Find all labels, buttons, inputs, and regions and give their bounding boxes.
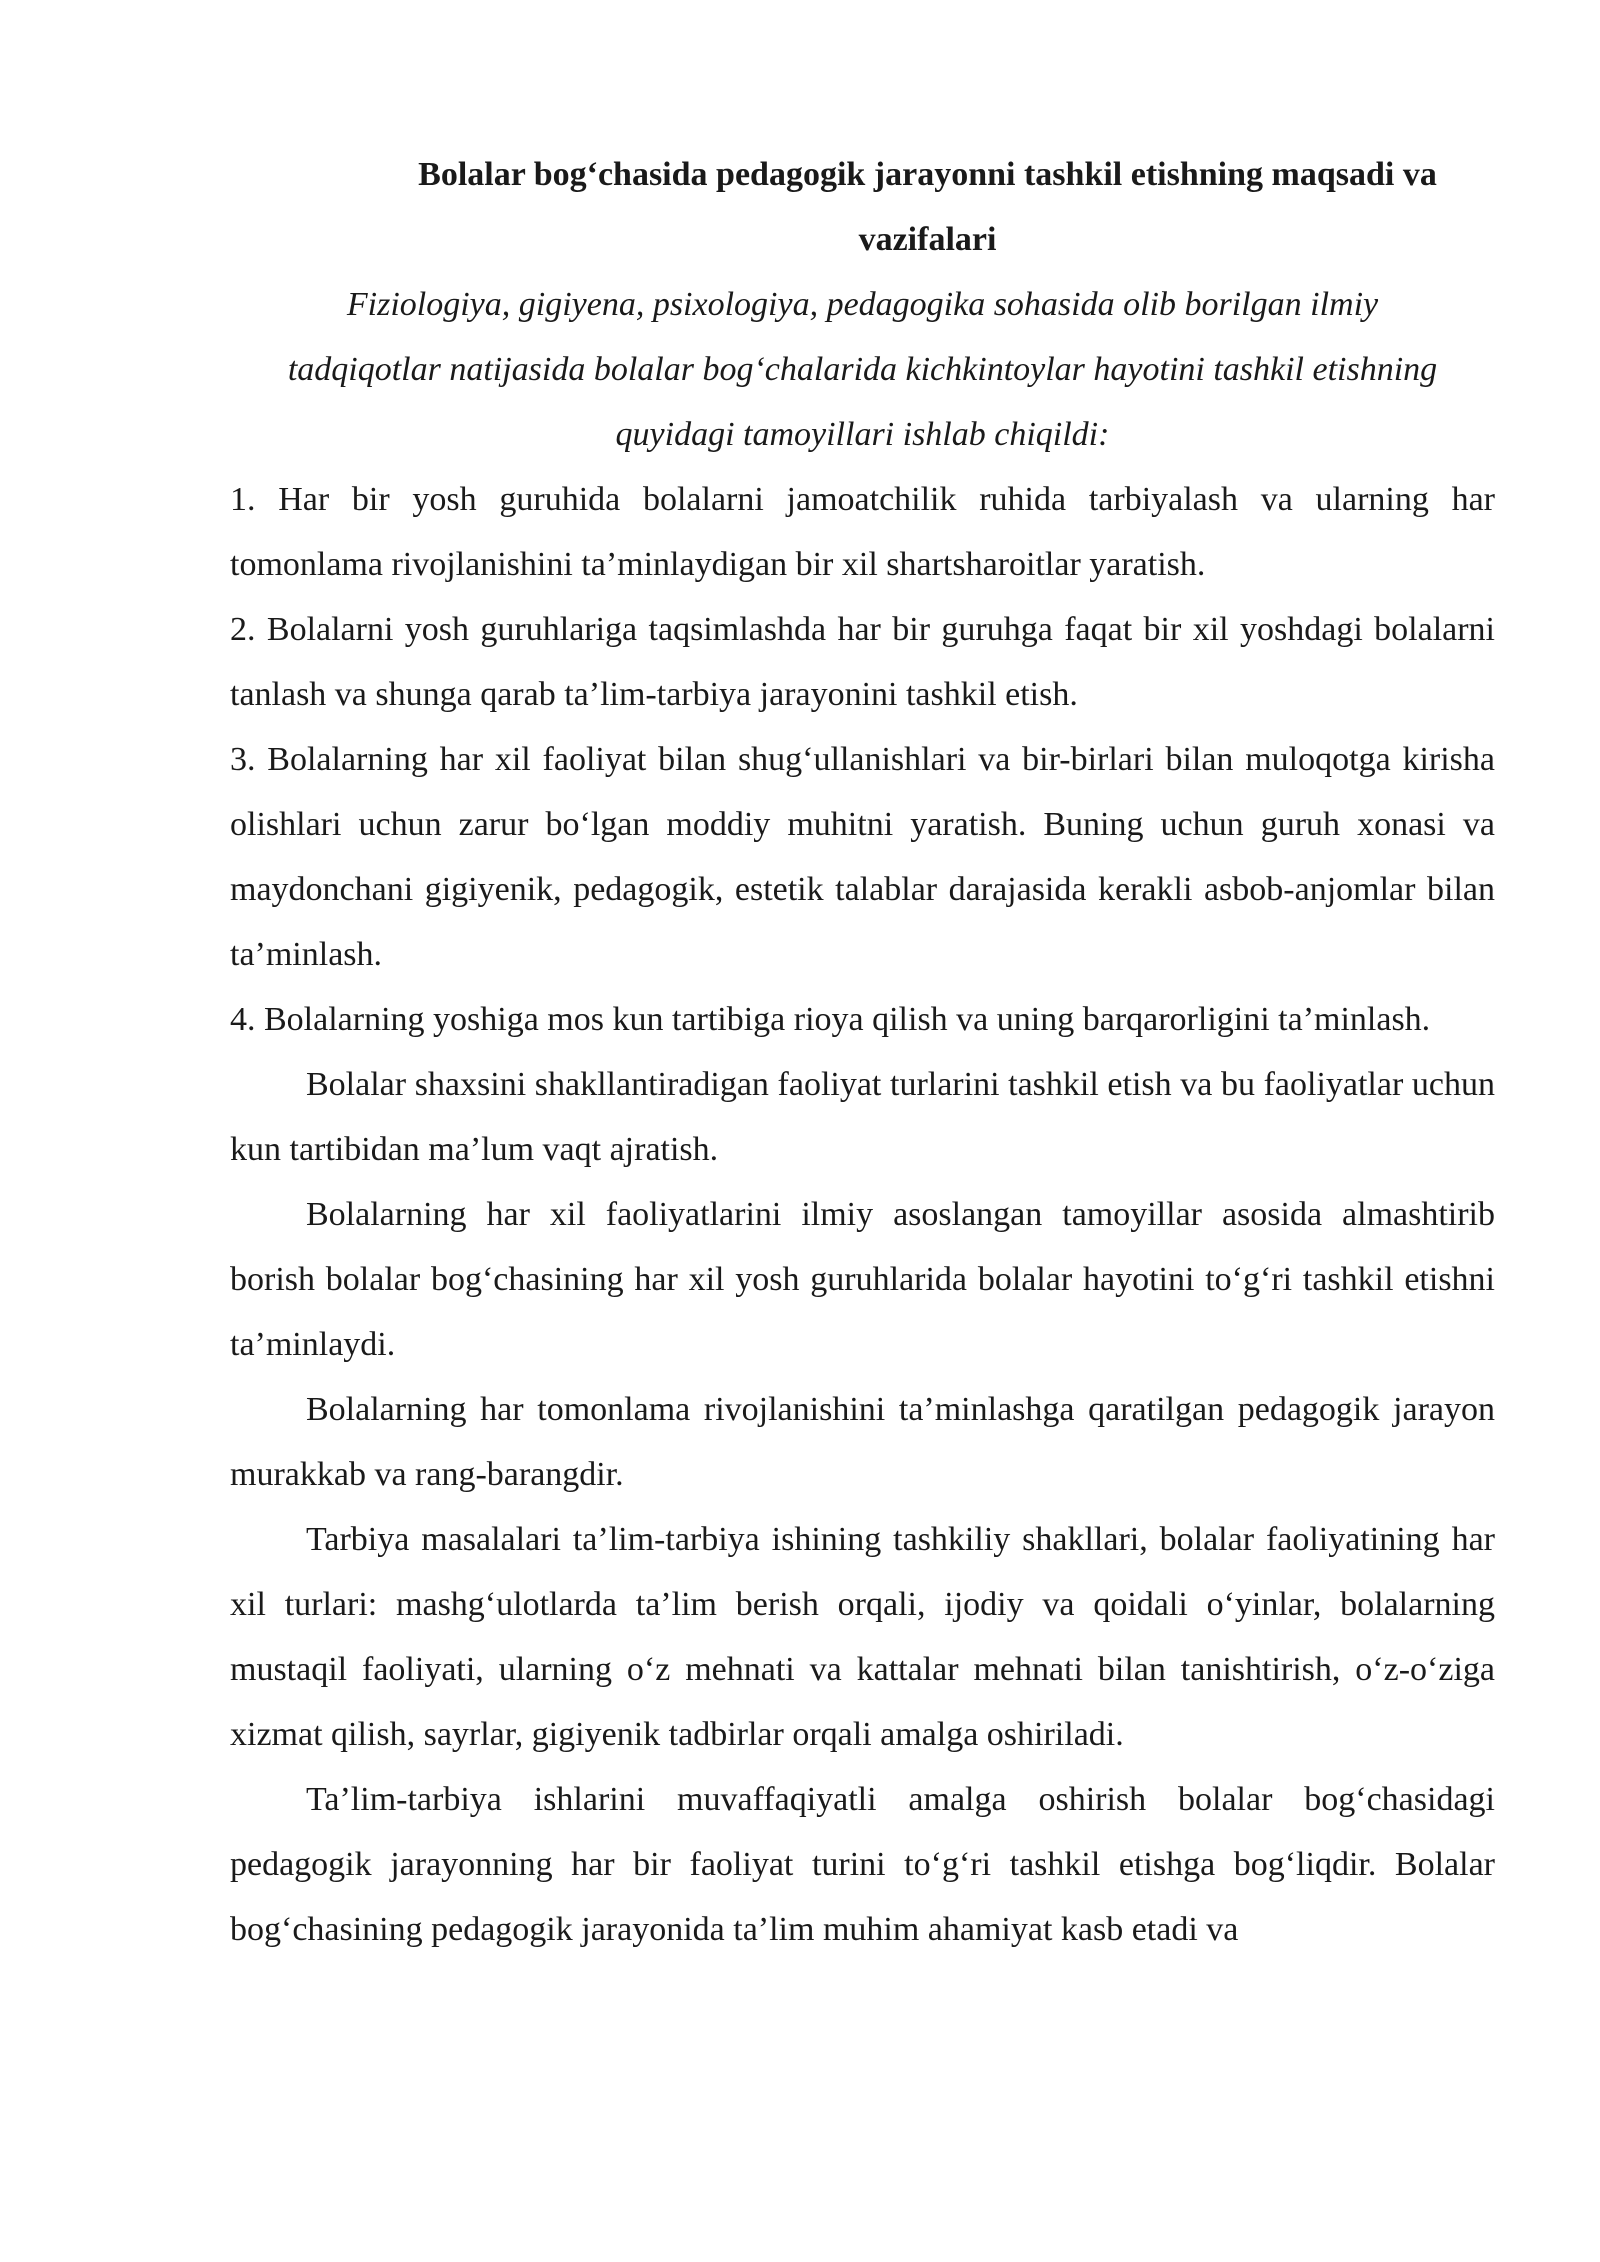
- body-paragraph: Tarbiya masalalari ta’lim-tarbiya ishining tashkiliy shakllari, bolalar faoliyatining har xil turlari: mashg‘ulotlarda ta’lim berish orqali, ijodiy va qoidali o‘yinlar, bolalarning mustaqil faoliyati, ularning o‘z mehnati va kattalar mehnati bilan tanishtirish, o‘z-o‘ziga xizmat qilish, sayrlar, gigiyenik tadbirlar orqali amalga oshiriladi.: [230, 1521, 1495, 1753]
- body-paragraph: Bolalar shaxsini shakllantiradigan faoliyat turlarini tashkil etish va bu faoliyatlar uchun kun tartibidan ma’lum vaqt ajratish.: [230, 1066, 1495, 1168]
- list-item: 2. Bolalarni yosh guruhlariga taqsimlashda har bir guruhga faqat bir xil yoshdagi bolalarni tanlash va shunga qarab ta’lim-tarbiya jarayonini tashkil etish.: [230, 611, 1495, 713]
- list-item: 1. Har bir yosh guruhida bolalarni jamoatchilik ruhida tarbiyalash va ularning har tomonlama rivojlanishini ta’minlaydigan bir xil shartsharoitlar yaratish.: [230, 481, 1495, 583]
- document-body: [230, 142, 1495, 1962]
- principles-list: [230, 467, 1495, 1052]
- document-title: Bolalar bog‘chasida pedagogik jarayonni tashkil etishning maqsadi va vazifalari: [418, 156, 1437, 258]
- list-item: 4. Bolalarning yoshiga mos kun tartibiga rioya qilish va uning barqarorligini ta’minlash.: [230, 1001, 1431, 1038]
- list-item: 3. Bolalarning har xil faoliyat bilan shug‘ullanishlari va bir-birlari bilan muloqotga kirisha olishlari uchun zarur bo‘lgan moddiy muhitni yaratish. Buning uchun guruh xonasi va maydonchani gigiyenik, pedagogik, estetik talablar darajasida kerakli asbob-anjomlar bilan ta’minlash.: [230, 741, 1495, 973]
- body-paragraph: Bolalarning har tomonlama rivojlanishini ta’minlashga qaratilgan pedagogik jarayon murakkab va rang-barangdir.: [230, 1391, 1495, 1493]
- body-paragraph: Bolalarning har xil faoliyatlarini ilmiy asoslangan tamoyillar asosida almashtirib borish bolalar bog‘chasining har xil yosh guruhlarida bolalar hayotini to‘g‘ri tashkil etishni ta’minlaydi.: [230, 1196, 1495, 1363]
- body-paragraph: Ta’lim-tarbiya ishlarini muvaffaqiyatli amalga oshirish bolalar bog‘chasidagi pedagogik jarayonning har bir faoliyat turini to‘g‘ri tashkil etishga bog‘liqdir. Bolalar bog‘chasining pedagogik jarayonida ta’lim muhim ahamiyat kasb etadi va: [230, 1781, 1495, 1948]
- document-subtitle: Fiziologiya, gigiyena, psixologiya, pedagogika sohasida olib borilgan ilmiy tadqiqotlar natijasida bolalar bog‘chalarida kichkintoylar hayotini tashkil etishning quyidagi tamoyillari ishlab chiqildi:: [287, 286, 1438, 453]
